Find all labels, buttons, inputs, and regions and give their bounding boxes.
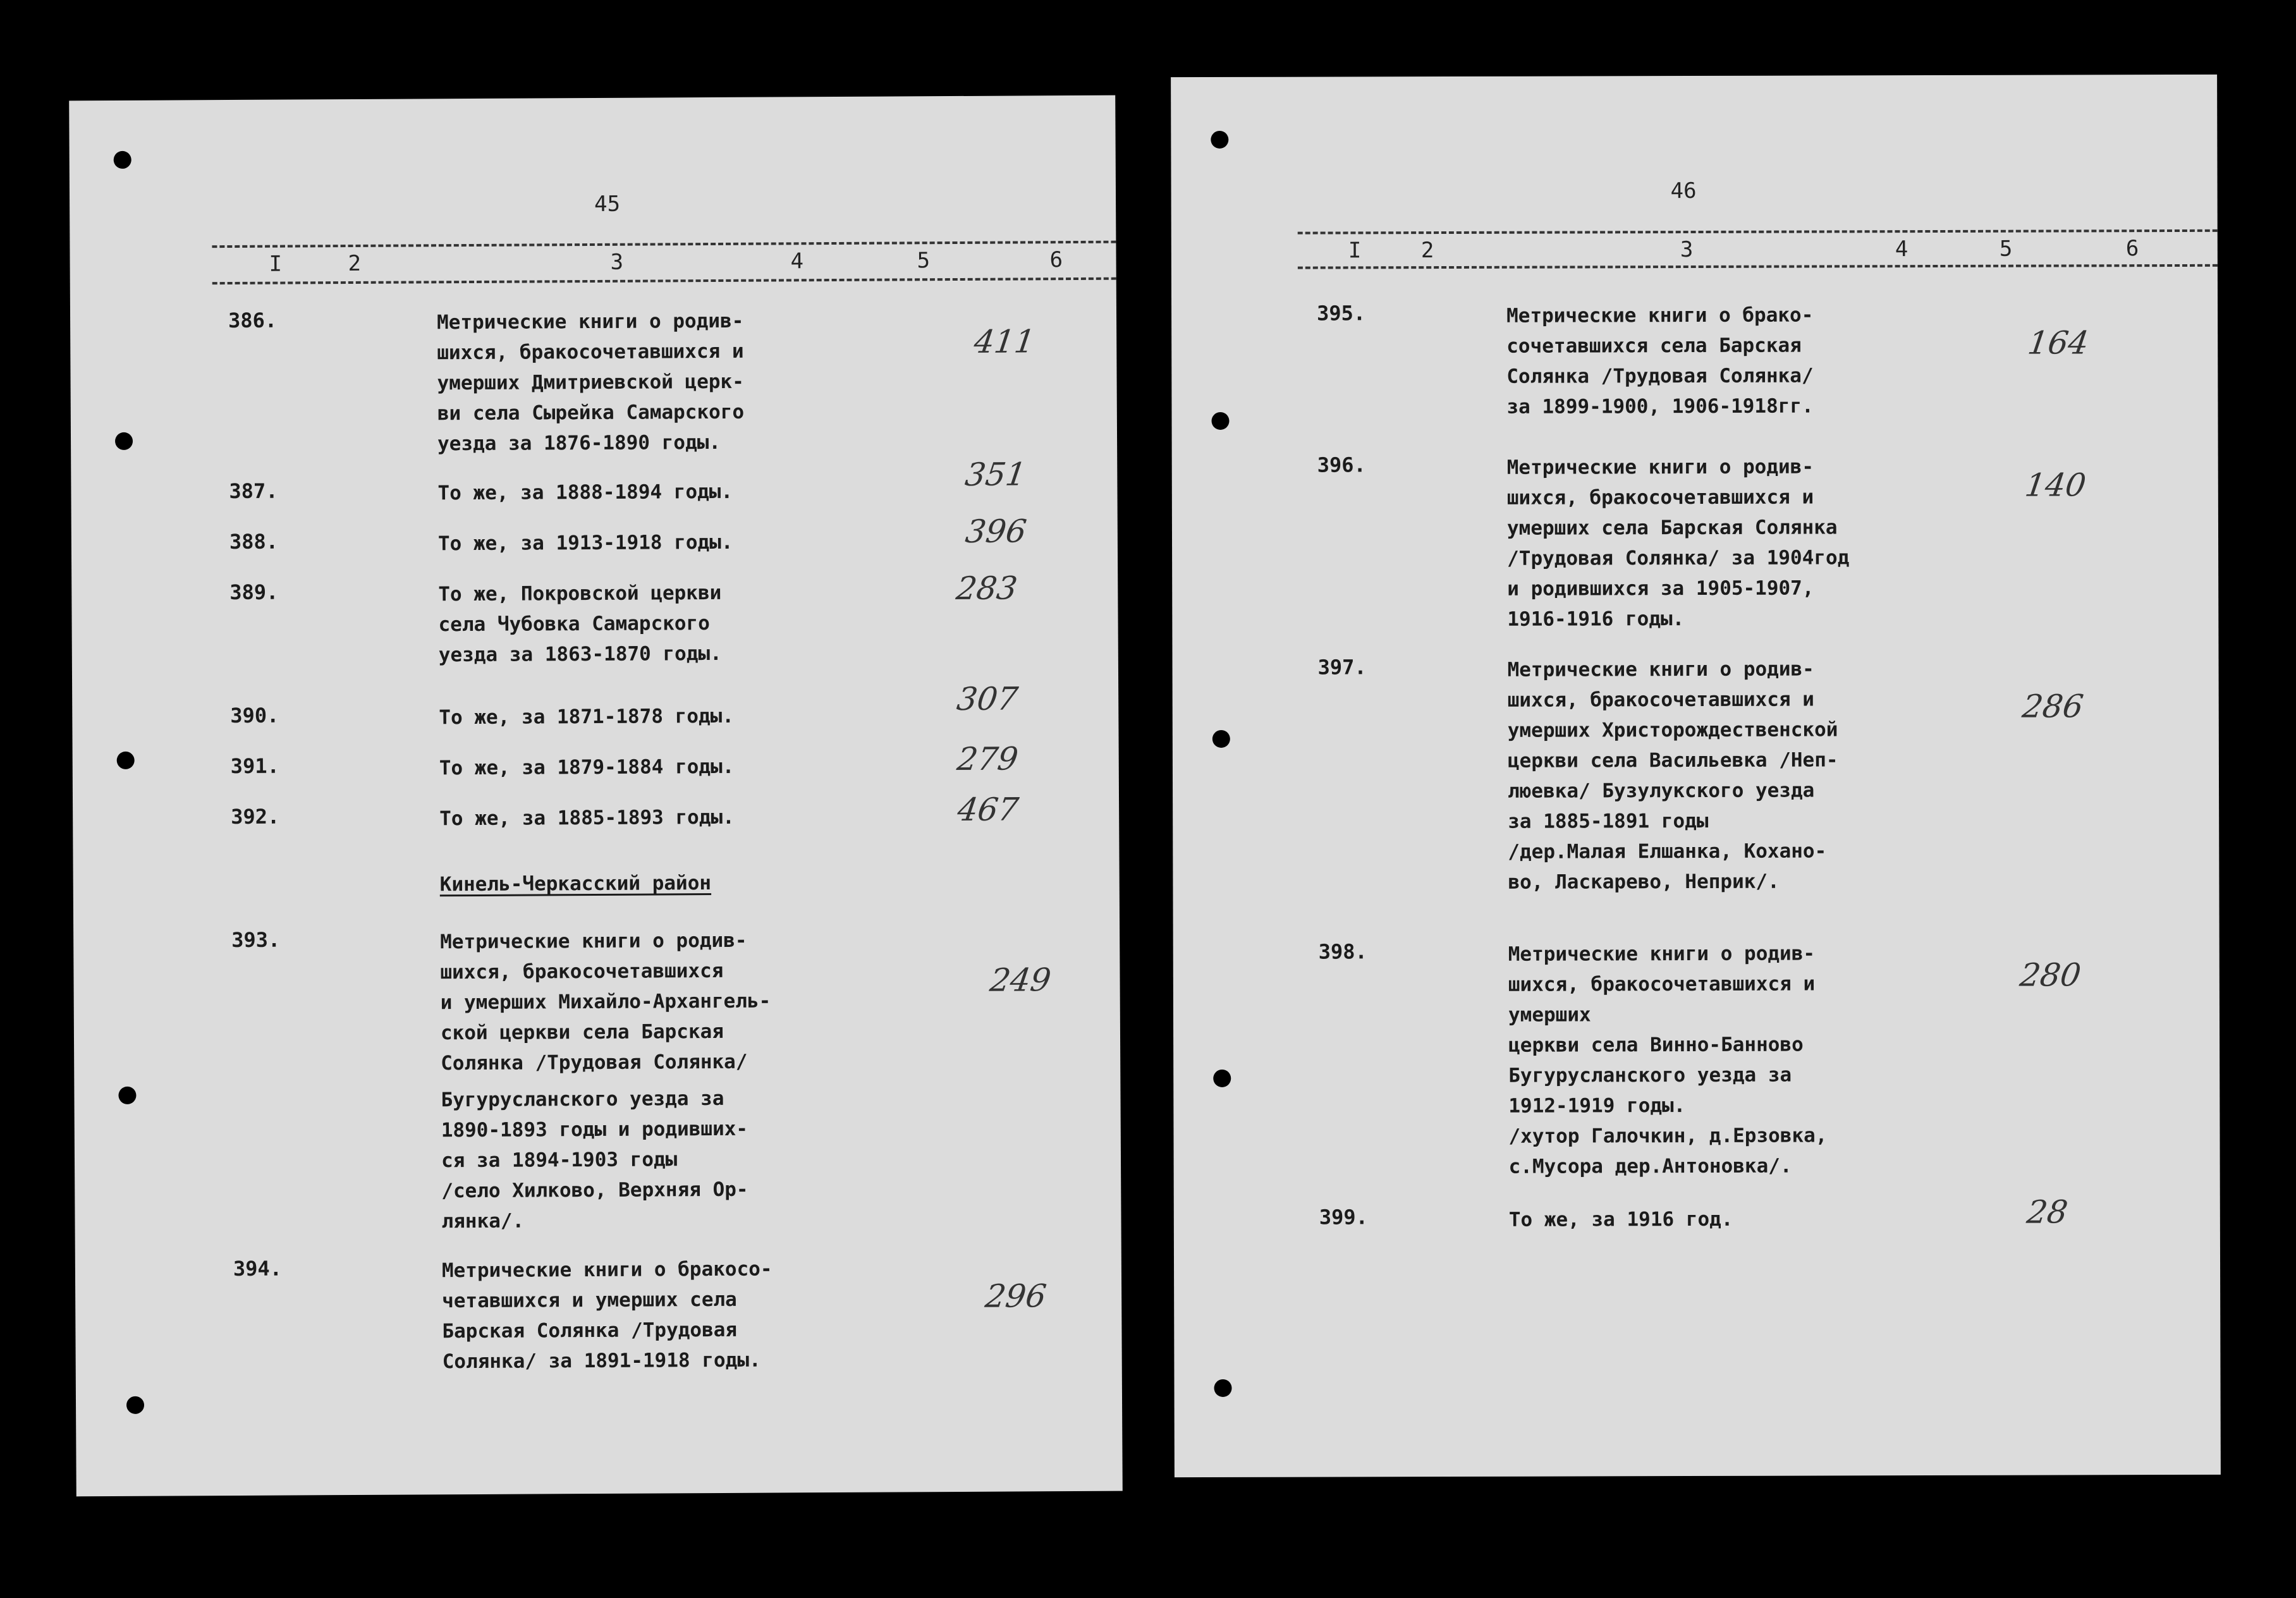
entry-description: Метрические книги о родив- шихся, бракосочетавшихся и умерших Дмитриевской церк- ви села Сырейка Самарского уезда за 1876-1890 годы. (436, 309, 745, 456)
entry-number: 396. (1317, 453, 1366, 477)
punch-hole (118, 1087, 136, 1104)
entry-number: 390. (230, 703, 279, 728)
column-header-6: 6 (1049, 247, 1063, 273)
column-header-6: 6 (2125, 236, 2139, 262)
sheet-count: 280 (2017, 956, 2084, 994)
entry-number: 398. (1318, 939, 1367, 964)
entry-number: 393. (231, 927, 281, 953)
entry-description: Метрические книги о родив- шихся, бракосочетавшихся и умерших Михайло-Архангель- ской церкви села Барская Солянка /Трудовая Солянка/ (440, 929, 771, 1075)
column-header-3: 3 (1680, 237, 1694, 263)
column-header-1: I (269, 251, 283, 277)
table-rule (212, 278, 1116, 284)
sheet-count: 249 (987, 961, 1053, 999)
column-header-5: 5 (1999, 236, 2013, 262)
sheet-count: 283 (954, 570, 1020, 607)
entry-number: 386. (228, 308, 278, 333)
punch-hole (1212, 730, 1230, 748)
entry-number: 397. (1317, 655, 1367, 680)
sheet-count: 279 (955, 740, 1021, 778)
entry-description: То же, за 1888-1894 годы. (437, 480, 733, 505)
column-header-1: I (1348, 238, 1362, 264)
punch-hole (117, 752, 135, 769)
page-number: 46 (1670, 178, 1697, 204)
sheet-count: 28 (2024, 1193, 2070, 1231)
page-number: 45 (594, 191, 621, 217)
column-header-4: 4 (1895, 236, 1908, 262)
table-rule (1298, 229, 2218, 235)
entry-number: 391. (230, 753, 279, 779)
sheet-count: 164 (2025, 324, 2091, 362)
entry-description: Метрические книги о бракосо- четавшихся и умерших села Барская Солянка /Трудовая Солянка/ за 1891-1918 годы. (441, 1257, 772, 1374)
entry-description: Метрические книги о родив- шихся, бракосочетавшихся и умерших церкви села Винно-Банново Бугурусланского уезда за 1912-1919 годы. /хутор Галочкин, д.Ерзовка, с.Мусора дер.Антоновка/. (1508, 942, 1828, 1178)
column-header-2: 2 (1420, 238, 1434, 264)
entry-number: 394. (233, 1256, 283, 1281)
entry-number: 389. (229, 580, 279, 605)
column-header-2: 2 (348, 250, 362, 277)
punch-hole (115, 432, 133, 450)
punch-hole (1213, 1070, 1231, 1087)
sheet-count: 296 (983, 1278, 1049, 1315)
punch-hole (126, 1396, 144, 1414)
column-header-4: 4 (790, 248, 804, 274)
punch-hole (1211, 412, 1229, 430)
column-header-5: 5 (917, 248, 931, 274)
sheet-count: 286 (2020, 688, 2086, 725)
entry-number: 392. (231, 804, 280, 829)
entry-description: Метрические книги о брако- сочетавшихся села Барская Солянка /Трудовая Солянка/ за 1899-1900, 1906-1918гг. (1506, 303, 1814, 418)
entry-description: То же, за 1871-1878 годы. (439, 704, 735, 729)
archive-page-right (1171, 75, 2221, 1477)
entry-description: То же, за 1885-1893 годы. (439, 805, 735, 831)
column-header-3: 3 (610, 249, 624, 275)
sheet-count: 411 (972, 323, 1037, 360)
archive-page-left (69, 95, 1123, 1497)
sheet-count: 396 (963, 513, 1029, 550)
table-rule (212, 241, 1116, 248)
section-heading: Кинель-Черкасский район (439, 872, 712, 896)
sheet-count: 307 (955, 680, 1020, 718)
punch-hole (1211, 131, 1228, 149)
sheet-count: 467 (955, 791, 1021, 829)
entry-number: 399. (1319, 1205, 1368, 1229)
entry-description: Метрические книги о родив- шихся, бракосочетавшихся и умерших села Барская Солянка /Трудовая Солянка/ за 1904год и родившихся за 1905-1907, 1916-1916 годы. (1506, 455, 1850, 631)
sheet-count: 140 (2022, 467, 2089, 504)
entry-description: То же, за 1916 год. (1508, 1207, 1733, 1231)
entry-number: 387. (229, 479, 278, 504)
entry-description: Метрические книги о родив- шихся, бракосочетавшихся и умерших Христорождественской церкви села Васильевка /Неп- люевка/ Бузулукского уезда за 1885-1891 годы /дер.Малая Елшанка, Кохано- во, Ласкарево, Неприк/. (1507, 657, 1838, 894)
punch-hole (114, 151, 131, 169)
entry-description: То же, за 1879-1884 годы. (439, 755, 735, 780)
entry-number: 388. (229, 529, 279, 554)
entry-description: То же, Покровской церкви села Чубовка Самарского уезда за 1863-1870 годы. (438, 581, 722, 667)
punch-hole (1214, 1379, 1231, 1397)
table-rule (1298, 264, 2218, 269)
entry-number: 395. (1317, 301, 1366, 326)
entry-description: То же, за 1913-1918 годы. (437, 530, 733, 556)
sheet-count: 351 (963, 456, 1029, 493)
entry-description: Бугурусланского уезда за 1890-1893 годы и родивших- ся за 1894-1903 годы /село Хилково, Верхняя Ор- лянка/. (441, 1087, 748, 1233)
